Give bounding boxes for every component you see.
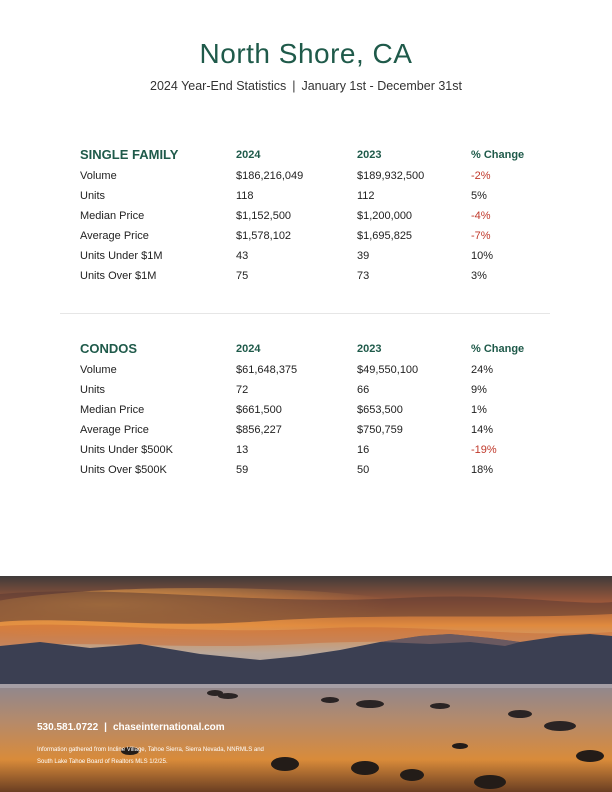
value-2023: $1,695,825 bbox=[357, 230, 413, 242]
value-2023: 73 bbox=[357, 270, 370, 282]
row-label: Units bbox=[80, 384, 106, 396]
section-divider bbox=[60, 313, 550, 314]
table-row bbox=[80, 170, 550, 190]
row-label: Units Under $500K bbox=[80, 444, 173, 456]
value-2024: 13 bbox=[236, 444, 249, 456]
table-row bbox=[80, 270, 550, 290]
subtitle-separator: | bbox=[292, 79, 296, 93]
value-2023: $189,932,500 bbox=[357, 170, 425, 182]
column-header-2024: 2024 bbox=[236, 343, 261, 355]
value-change: 18% bbox=[471, 464, 494, 476]
value-change: -7% bbox=[471, 230, 491, 242]
value-2024: $61,648,375 bbox=[236, 364, 298, 376]
value-2023: $653,500 bbox=[357, 404, 403, 416]
condos-table bbox=[80, 343, 550, 484]
section-heading: CONDOS bbox=[80, 341, 138, 356]
value-2024: 72 bbox=[236, 384, 249, 396]
row-label: Median Price bbox=[80, 404, 145, 416]
value-2024: $1,152,500 bbox=[236, 210, 292, 222]
column-header-2023: 2023 bbox=[357, 343, 382, 355]
value-change: 3% bbox=[471, 270, 487, 282]
value-change: 24% bbox=[471, 364, 494, 376]
row-label: Average Price bbox=[80, 424, 149, 436]
column-header-2023: 2023 bbox=[357, 149, 382, 161]
value-change: 1% bbox=[471, 404, 487, 416]
single-family-table bbox=[80, 149, 550, 290]
value-2024: 59 bbox=[236, 464, 249, 476]
value-2024: $1,578,102 bbox=[236, 230, 292, 242]
value-2024: 118 bbox=[236, 190, 254, 202]
phone-link[interactable]: 530.581.0722 bbox=[37, 722, 99, 733]
row-label: Volume bbox=[80, 364, 117, 376]
value-2024: $856,227 bbox=[236, 424, 282, 436]
table-row bbox=[80, 424, 550, 444]
value-change: 14% bbox=[471, 424, 494, 436]
value-change: 9% bbox=[471, 384, 487, 396]
row-label: Average Price bbox=[80, 230, 149, 242]
value-change: -4% bbox=[471, 210, 491, 222]
value-2024: $186,216,049 bbox=[236, 170, 304, 182]
section-heading: SINGLE FAMILY bbox=[80, 147, 179, 162]
value-change: 10% bbox=[471, 250, 494, 262]
value-2024: 43 bbox=[236, 250, 249, 262]
table-header-row bbox=[80, 343, 550, 363]
row-label: Units bbox=[80, 190, 106, 202]
row-label: Units Over $1M bbox=[80, 270, 157, 282]
table-row bbox=[80, 364, 550, 384]
value-change: -2% bbox=[471, 170, 491, 182]
table-header-row bbox=[80, 149, 550, 169]
row-label: Units Over $500K bbox=[80, 464, 167, 476]
page-subtitle bbox=[0, 79, 612, 93]
value-2023: $1,200,000 bbox=[357, 210, 413, 222]
value-2023: 16 bbox=[357, 444, 370, 456]
value-2023: $750,759 bbox=[357, 424, 403, 436]
table-row bbox=[80, 250, 550, 270]
source-disclaimer: Information gathered from Incline Village, Tahoe Sierra, Sierra Nevada, NNRMLS and South Lake Tahoe Board of Realtors MLS 1/2/25. bbox=[37, 747, 264, 765]
table-row bbox=[80, 210, 550, 230]
value-change: -19% bbox=[471, 444, 497, 456]
value-2023: 66 bbox=[357, 384, 370, 396]
table-row bbox=[80, 230, 550, 250]
column-header-change: % Change bbox=[471, 149, 525, 161]
table-row bbox=[80, 190, 550, 210]
table-row bbox=[80, 444, 550, 464]
value-2024: $661,500 bbox=[236, 404, 282, 416]
table-row bbox=[80, 384, 550, 404]
value-2023: 39 bbox=[357, 250, 370, 262]
table-row bbox=[80, 464, 550, 484]
value-2024: 75 bbox=[236, 270, 249, 282]
column-header-change: % Change bbox=[471, 343, 525, 355]
contact-separator: | bbox=[104, 722, 107, 733]
value-2023: 50 bbox=[357, 464, 370, 476]
value-2023: 112 bbox=[357, 190, 375, 202]
page-title: North Shore, CA bbox=[199, 38, 413, 69]
value-2023: $49,550,100 bbox=[357, 364, 419, 376]
table-row bbox=[80, 404, 550, 424]
row-label: Units Under $1M bbox=[80, 250, 163, 262]
footer-contact bbox=[37, 722, 225, 733]
row-label: Volume bbox=[80, 170, 117, 182]
column-header-2024: 2024 bbox=[236, 149, 261, 161]
value-change: 5% bbox=[471, 190, 487, 202]
subtitle-period-label: 2024 Year-End Statistics bbox=[150, 79, 287, 93]
website-link[interactable]: chaseinternational.com bbox=[112, 722, 225, 733]
subtitle-date-range: January 1st - December 31st bbox=[301, 79, 462, 93]
row-label: Median Price bbox=[80, 210, 145, 222]
